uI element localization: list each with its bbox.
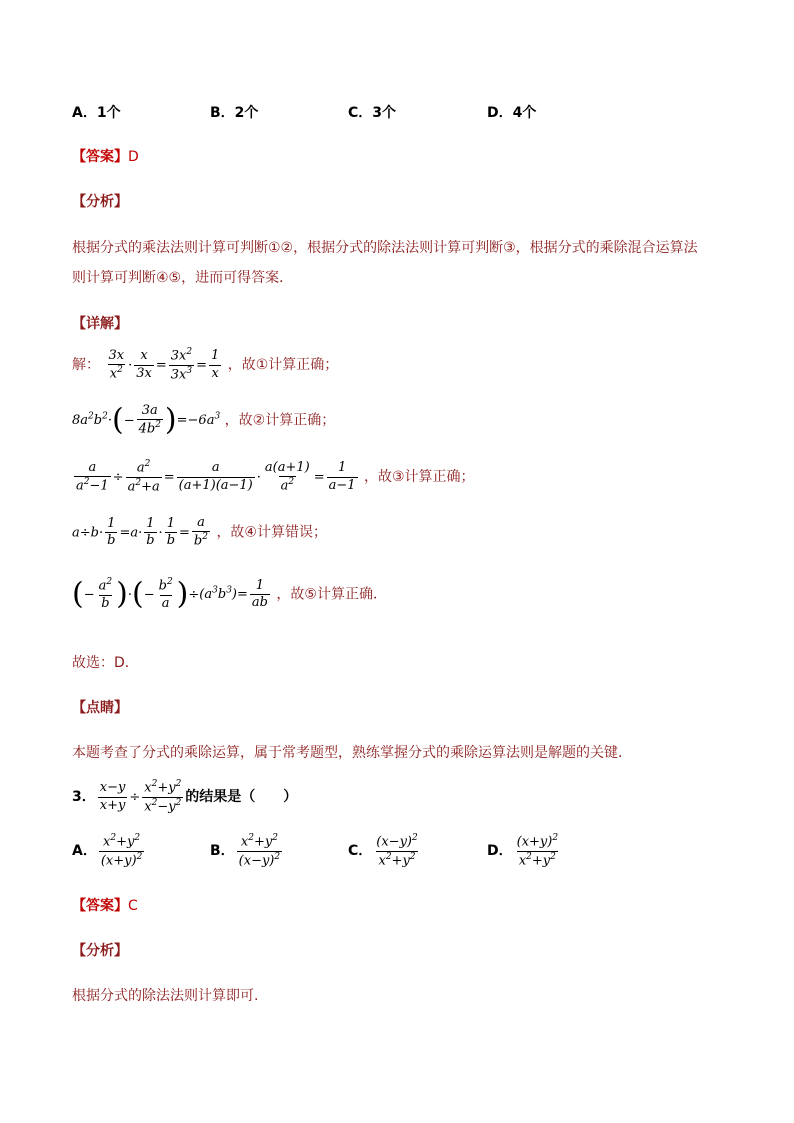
result-text: ，故④计算错误； bbox=[216, 524, 327, 541]
option-a: A．1个 bbox=[72, 105, 121, 121]
formula: $\frac{(x-y)^2}{x^2+y^2}$ bbox=[376, 833, 418, 868]
formula: $\frac{a}{a^2-1}$ bbox=[76, 459, 109, 494]
detail-row-4: a÷b· $\frac{1}{b}$ =a· $\frac{1}{b}$ · $\frac{1}{b}$ = $\frac{a}{b^2}$ ，故④计算错误； bbox=[72, 515, 327, 549]
formula: $\frac{3a}{4b^2}$ bbox=[138, 403, 161, 437]
formula: $\frac{a^2}{b}$ bbox=[98, 577, 113, 611]
option-letter: D． bbox=[487, 843, 513, 860]
answer3-value: C bbox=[128, 898, 138, 914]
q3-option-c bbox=[348, 834, 422, 868]
option-b: B．2个 bbox=[210, 105, 259, 121]
detail-label: 【详解】 bbox=[72, 316, 128, 332]
formula: $\frac{a}{(a+1)(a-1)}$ bbox=[178, 460, 253, 493]
result-text: ，故⑤计算正确． bbox=[276, 586, 387, 603]
formula: $\frac{1}{b}$ bbox=[146, 515, 155, 548]
detail-row-1: 解： $\frac{3x}{x^2}$ · $\frac{x}{3x}$ = $\frac{3x^2}{3x^3}$ = $\frac{1}{x}$ ，故①计算正确； bbox=[72, 347, 339, 382]
option-letter: C． bbox=[348, 843, 373, 860]
formula: $\frac{b^2}{a}$ bbox=[158, 577, 173, 611]
detail-row-3: $\frac{a}{a^2-1}$ ÷ $\frac{a^2}{a^2+a}$ = $\frac{a}{(a+1)(a-1)}$ · $\frac{a(a+1)}{a^2}$ = $\frac{1}{a-1}$ ，故③计算正确； bbox=[76, 459, 475, 494]
answer3-label: 【答案】 bbox=[72, 898, 128, 914]
analysis3-label: 【分析】 bbox=[72, 943, 128, 959]
detail-row-2: $8a^2b^2\cdot(-$ $\frac{3a}{4b^2}$ )$=-6a^3$ ，故②计算正确； bbox=[72, 402, 336, 438]
detail-prefix: 解： bbox=[72, 357, 100, 374]
option-d: D．4个 bbox=[487, 105, 537, 121]
comment-text: 本题考查了分式的乘除运算，属于常考题型，熟练掌握分式的乘除运算法则是解题的关键． bbox=[72, 745, 632, 761]
formula: $\frac{1}{ab}$ bbox=[251, 577, 268, 610]
formula: $\frac{1}{b}$ bbox=[107, 515, 116, 548]
formula: $\frac{x}{3x}$ bbox=[136, 348, 152, 381]
formula: $\frac{a(a+1)}{a^2}$ bbox=[264, 459, 310, 494]
formula: $\frac{1}{b}$ bbox=[166, 515, 176, 548]
result-text: ，故②计算正确； bbox=[224, 412, 336, 429]
option-letter: B． bbox=[210, 843, 235, 860]
analysis-label: 【分析】 bbox=[72, 194, 128, 210]
formula: $\frac{(x+y)^2}{x^2+y^2}$ bbox=[516, 833, 559, 868]
answer-value: D bbox=[128, 149, 139, 165]
result-text: ，故①计算正确； bbox=[227, 357, 339, 374]
answer-section bbox=[72, 146, 139, 166]
q3-option-a bbox=[72, 834, 146, 868]
formula: $\frac{1}{x}$ bbox=[210, 348, 220, 381]
analysis3-text: 根据分式的除法法则计算即可. bbox=[72, 988, 259, 1004]
formula: $\frac{a}{b^2}$ bbox=[193, 515, 208, 549]
option-c: C．3个 bbox=[348, 105, 397, 121]
analysis-line-1: 根据分式的乘法法则计算可判断①②，根据分式的除法法则计算可判断③，根据分式的乘除混合运算法 bbox=[72, 240, 698, 256]
formula: $\frac{1}{a-1}$ bbox=[328, 460, 356, 493]
question-3: 3． $\frac{x-y}{x+y}$ ÷ $\frac{x^2+y^2}{x^2-y^2}$ 的结果是（ ） bbox=[72, 779, 298, 814]
formula: $\frac{x^2+y^2}{x^2-y^2}$ bbox=[144, 779, 182, 814]
result-text: ，故③计算正确； bbox=[364, 469, 475, 486]
question-suffix: 的结果是（ ） bbox=[185, 789, 298, 806]
formula: $\frac{3x}{x^2}$ bbox=[108, 347, 125, 382]
formula: $\frac{x-y}{x+y}$ bbox=[99, 780, 126, 813]
formula: $\frac{x^2+y^2}{(x+y)^2}$ bbox=[100, 833, 143, 868]
formula: $\frac{a^2}{a^2+a}$ bbox=[127, 459, 160, 494]
answer3-section bbox=[72, 895, 138, 915]
analysis-line-2: 则计算可判断④⑤，进而可得答案． bbox=[72, 270, 294, 286]
choose-text: 故选：D． bbox=[72, 655, 139, 671]
detail-row-5: (− $\frac{a^2}{b}$ )·(− $\frac{b^2}{a}$ )$\div(a^3b^3)=$ $\frac{1}{ab}$ ，故⑤计算正确． bbox=[72, 576, 387, 612]
q3-option-b bbox=[210, 834, 284, 868]
question-number: 3． bbox=[72, 789, 96, 806]
formula: $\frac{x^2+y^2}{(x-y)^2}$ bbox=[238, 833, 281, 868]
formula: $8a^2b^2\cdot$ bbox=[72, 412, 112, 429]
option-letter: A． bbox=[72, 843, 97, 860]
answer-label: 【答案】 bbox=[72, 149, 128, 165]
q3-option-d bbox=[487, 834, 562, 868]
formula: $\frac{3x^2}{3x^3}$ bbox=[170, 347, 193, 382]
comment-label: 【点睛】 bbox=[72, 700, 128, 716]
